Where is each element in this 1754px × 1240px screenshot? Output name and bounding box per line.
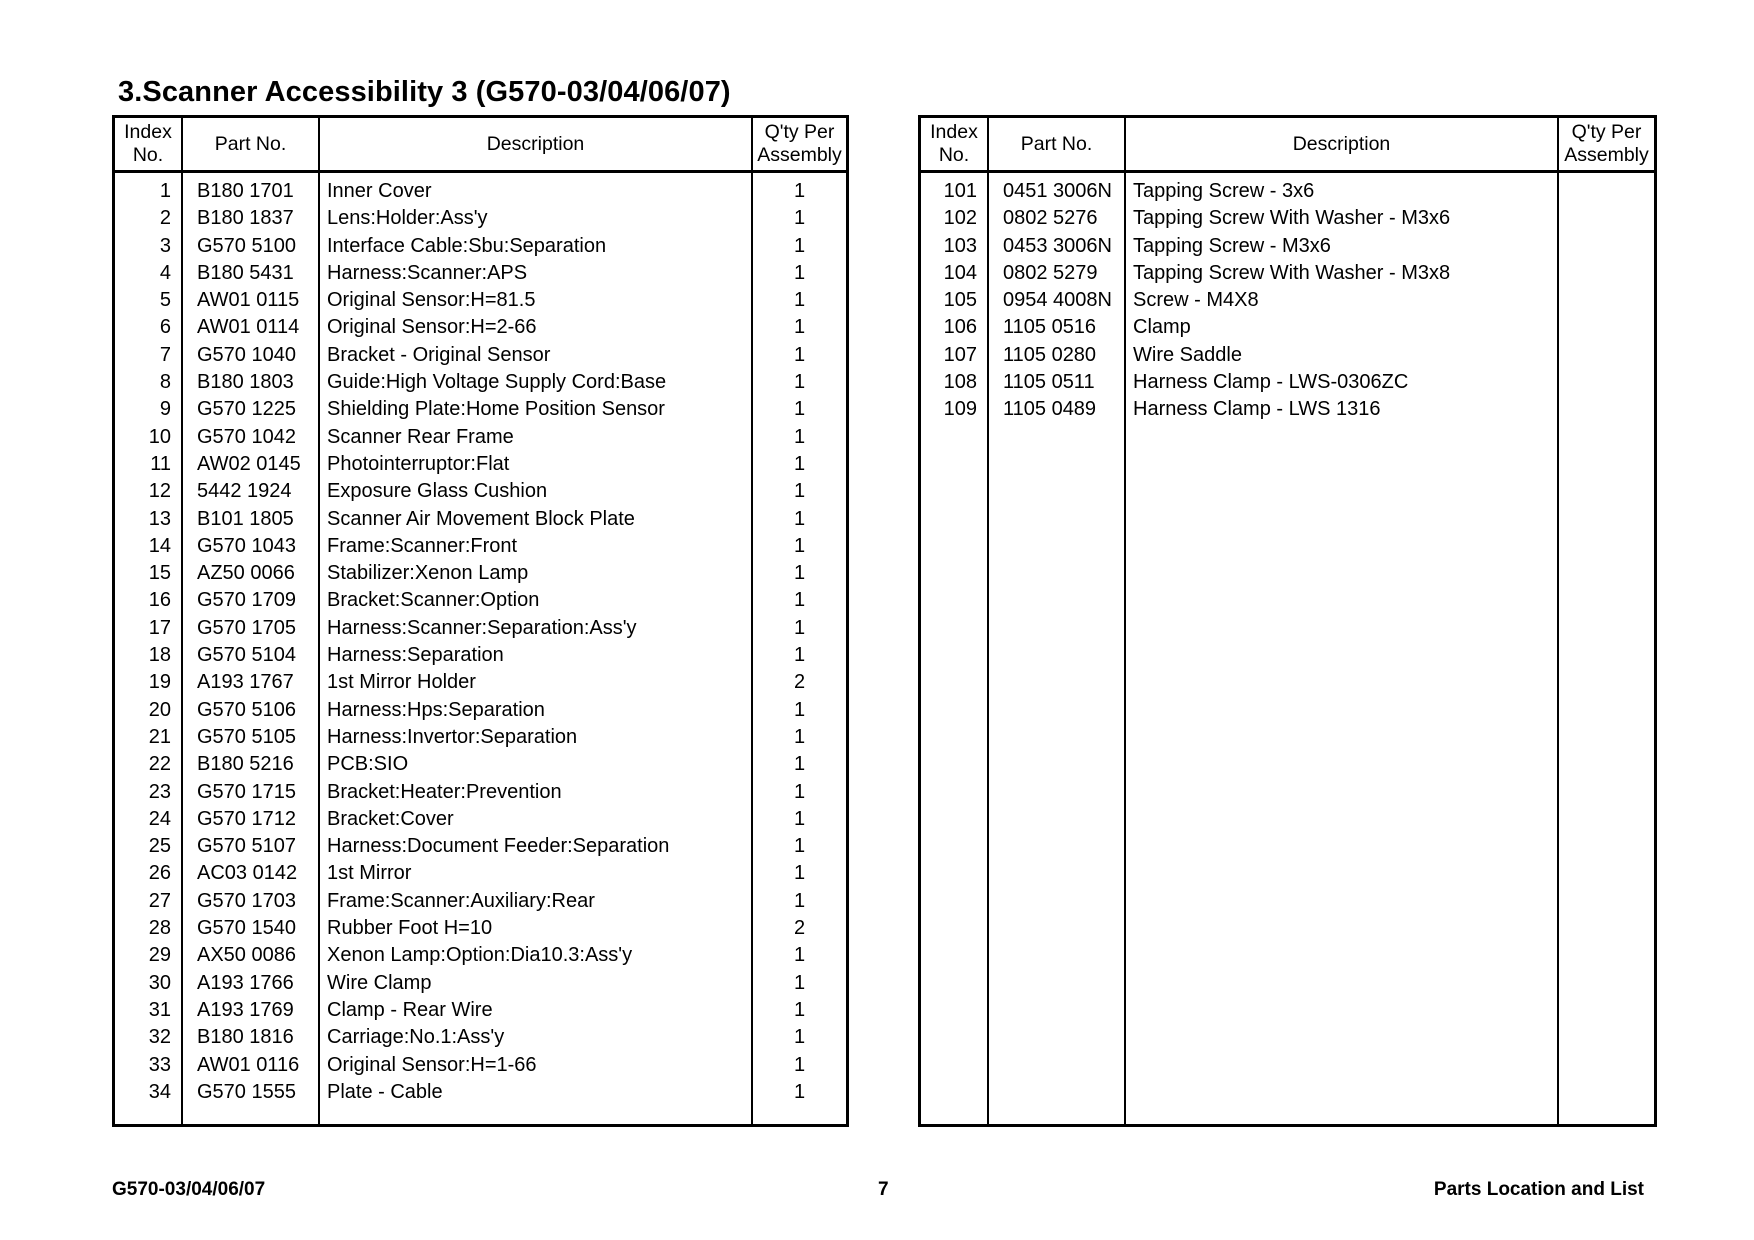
parts-table-right	[918, 115, 1657, 1127]
cell-description: Stabilizer:Xenon Lamp	[327, 562, 529, 585]
header-qty-line2: Assembly	[757, 144, 842, 166]
cell-description: Harness:Separation	[327, 644, 504, 667]
cell-index: 3	[159, 234, 171, 257]
cell-qty: 2	[793, 671, 806, 694]
cell-part-no: 0451 3006N	[1003, 180, 1112, 202]
cell-part-no: AC03 0142	[197, 862, 298, 885]
cell-index: 108	[943, 371, 977, 394]
cell-index: 12	[148, 480, 171, 503]
table-row	[921, 286, 1654, 313]
cell-qty: 1	[793, 1053, 806, 1076]
cell-qty: 1	[793, 889, 806, 912]
table-row	[115, 832, 846, 859]
cell-description: Tapping Screw With Washer - M3x8	[1133, 261, 1451, 284]
cell-part-no: 1105 0280	[1003, 343, 1097, 366]
cell-index: 34	[148, 1080, 171, 1103]
table-row	[115, 177, 846, 204]
cell-part-no: 1105 0516	[1003, 316, 1097, 339]
parts-table-left	[112, 115, 849, 1127]
header-index	[115, 118, 181, 170]
cell-index: 14	[148, 534, 171, 557]
cell-part-no: G570 1712	[197, 807, 296, 830]
table-row	[115, 969, 846, 996]
table-row	[115, 341, 846, 368]
table-row	[921, 232, 1654, 259]
cell-part-no: G570 1705	[197, 616, 296, 639]
cell-index: 5	[159, 289, 171, 312]
cell-description: Xenon Lamp:Option:Dia10.3:Ass'y	[327, 944, 633, 967]
cell-index: 11	[150, 452, 171, 475]
cell-description: Bracket:Heater:Prevention	[327, 780, 562, 803]
cell-index: 21	[148, 725, 171, 748]
table-row	[115, 1023, 846, 1050]
cell-part-no: G570 1040	[197, 343, 296, 366]
cell-part-no: G570 5107	[197, 835, 296, 858]
cell-part-no: 0954 4008N	[1003, 289, 1112, 312]
cell-part-no: 1105 0511	[1003, 371, 1095, 394]
table-row	[115, 477, 846, 504]
cell-part-no: G570 1540	[197, 917, 296, 940]
table-row	[115, 286, 846, 313]
cell-index: 27	[148, 889, 171, 912]
header-description: Description	[1292, 132, 1391, 155]
cell-index: 9	[159, 398, 171, 421]
cell-description: Bracket:Scanner:Option	[327, 589, 540, 612]
cell-description: Frame:Scanner:Front	[327, 534, 518, 557]
table-row	[115, 914, 846, 941]
cell-description: Tapping Screw - M3x6	[1133, 234, 1331, 257]
cell-index: 32	[148, 1026, 171, 1049]
header-description: Description	[486, 132, 585, 155]
cell-qty: 1	[793, 289, 806, 312]
cell-part-no: G570 1555	[197, 1080, 296, 1103]
cell-description: Guide:High Voltage Supply Cord:Base	[327, 371, 667, 394]
cell-part-no: B180 1803	[197, 371, 294, 394]
table-row	[115, 723, 846, 750]
table-row	[115, 204, 846, 231]
table-row	[115, 559, 846, 586]
cell-qty: 1	[793, 371, 806, 394]
cell-qty: 1	[793, 971, 806, 994]
cell-description: Scanner Rear Frame	[327, 425, 514, 448]
table-row	[115, 941, 846, 968]
cell-description: Harness:Document Feeder:Separation	[327, 835, 670, 858]
cell-description: Exposure Glass Cushion	[327, 480, 548, 503]
cell-part-no: B180 1816	[197, 1026, 294, 1049]
cell-part-no: A193 1769	[197, 998, 294, 1021]
cell-description: Wire Saddle	[1133, 343, 1242, 366]
cell-qty: 1	[793, 835, 806, 858]
cell-index: 109	[943, 398, 977, 421]
cell-index: 16	[148, 589, 171, 612]
table-row	[921, 368, 1654, 395]
table-row	[115, 614, 846, 641]
cell-index: 6	[159, 316, 171, 339]
header-part-no: Part No.	[1020, 132, 1093, 155]
cell-part-no: G570 1709	[197, 589, 296, 612]
cell-qty: 1	[793, 507, 806, 530]
cell-description: Rubber Foot H=10	[327, 917, 493, 940]
table-row	[115, 395, 846, 422]
cell-description: Scanner Air Movement Block Plate	[327, 507, 635, 530]
cell-index: 8	[159, 371, 171, 394]
cell-qty: 1	[793, 753, 806, 776]
footer-section: Parts Location and List	[1433, 1179, 1644, 1200]
cell-part-no: G570 1043	[197, 534, 296, 557]
parts-rows-right	[921, 173, 1654, 423]
cell-description: Carriage:No.1:Ass'y	[327, 1026, 505, 1049]
cell-description: Tapping Screw - 3x6	[1133, 180, 1315, 202]
cell-description: Harness:Scanner:APS	[327, 261, 528, 284]
cell-index: 10	[148, 425, 171, 448]
cell-part-no: B180 5431	[197, 261, 294, 284]
footer-model: G570-03/04/06/07	[112, 1179, 266, 1200]
cell-qty: 1	[793, 1080, 806, 1103]
table-row	[115, 750, 846, 777]
cell-index: 105	[943, 289, 977, 312]
cell-qty: 1	[793, 698, 806, 721]
cell-description: Interface Cable:Sbu:Separation	[327, 234, 607, 257]
table-row	[115, 368, 846, 395]
cell-index: 106	[943, 316, 977, 339]
cell-index: 30	[148, 971, 171, 994]
cell-description: Shielding Plate:Home Position Sensor	[327, 398, 665, 421]
cell-description: Lens:Holder:Ass'y	[327, 207, 488, 230]
cell-part-no: AW01 0115	[197, 289, 300, 312]
cell-qty: 1	[793, 316, 806, 339]
table-row	[115, 586, 846, 613]
cell-index: 103	[943, 234, 977, 257]
cell-qty: 1	[793, 725, 806, 748]
table-row	[115, 859, 846, 886]
table-row	[115, 641, 846, 668]
cell-qty: 1	[793, 998, 806, 1021]
cell-description: Clamp - Rear Wire	[327, 998, 493, 1021]
cell-index: 20	[148, 698, 171, 721]
footer-page-number: 7	[878, 1179, 889, 1200]
header-qty	[1559, 118, 1654, 170]
cell-description: Frame:Scanner:Auxiliary:Rear	[327, 889, 595, 912]
cell-part-no: B180 5216	[197, 753, 294, 776]
header-qty-line2: Assembly	[1564, 144, 1649, 166]
cell-part-no: 0802 5279	[1003, 261, 1098, 284]
cell-description: Photointerruptor:Flat	[327, 452, 510, 475]
cell-index: 13	[148, 507, 171, 530]
cell-qty: 1	[793, 589, 806, 612]
table-row	[921, 313, 1654, 340]
cell-part-no: AW02 0145	[197, 452, 301, 475]
cell-description: Harness:Hps:Separation	[327, 698, 545, 721]
cell-index: 1	[159, 180, 171, 202]
cell-part-no: 0802 5276	[1003, 207, 1098, 230]
cell-part-no: AX50 0086	[197, 944, 296, 967]
cell-description: Harness:Invertor:Separation	[327, 725, 578, 748]
cell-index: 15	[148, 562, 171, 585]
cell-part-no: AW01 0116	[197, 1053, 300, 1076]
cell-part-no: AZ50 0066	[197, 562, 295, 585]
table-row	[115, 668, 846, 695]
cell-description: Tapping Screw With Washer - M3x6	[1133, 207, 1451, 230]
cell-description: Wire Clamp	[327, 971, 432, 994]
table-row	[115, 1078, 846, 1105]
table-row	[115, 696, 846, 723]
header-qty-line1: Q'ty Per	[1571, 121, 1642, 143]
cell-description: Clamp	[1133, 316, 1191, 339]
cell-part-no: 0453 3006N	[1003, 234, 1112, 257]
cell-qty: 1	[793, 425, 806, 448]
cell-index: 31	[148, 998, 171, 1021]
cell-index: 104	[943, 261, 977, 284]
cell-description: Harness Clamp - LWS 1316	[1133, 398, 1381, 421]
cell-qty: 1	[793, 862, 806, 885]
table-row	[115, 805, 846, 832]
cell-qty: 1	[793, 534, 806, 557]
table-row	[115, 1051, 846, 1078]
cell-index: 25	[148, 835, 171, 858]
cell-part-no: G570 1715	[197, 780, 296, 803]
cell-part-no: 1105 0489	[1003, 398, 1097, 421]
cell-index: 23	[148, 780, 171, 803]
table-row	[115, 778, 846, 805]
cell-description: Harness Clamp - LWS-0306ZC	[1133, 371, 1409, 394]
cell-index: 24	[148, 807, 171, 830]
cell-part-no: G570 1225	[197, 398, 296, 421]
table-row	[921, 259, 1654, 286]
cell-description: Screw - M4X8	[1133, 289, 1259, 312]
table-row	[921, 341, 1654, 368]
table-row	[115, 259, 846, 286]
header-index-line2: No.	[132, 144, 164, 166]
cell-qty: 1	[793, 562, 806, 585]
cell-qty: 1	[793, 807, 806, 830]
cell-qty: 1	[793, 644, 806, 667]
table-row	[115, 232, 846, 259]
cell-index: 28	[148, 917, 171, 940]
cell-index: 4	[159, 261, 171, 284]
cell-description: Original Sensor:H=1-66	[327, 1053, 537, 1076]
cell-part-no: 5442 1924	[197, 480, 292, 503]
cell-qty: 1	[793, 180, 806, 202]
cell-qty: 1	[793, 616, 806, 639]
cell-qty: 1	[793, 261, 806, 284]
cell-part-no: B180 1701	[197, 180, 294, 202]
table-row	[115, 532, 846, 559]
cell-part-no: G570 5105	[197, 725, 296, 748]
cell-qty: 1	[793, 480, 806, 503]
cell-part-no: G570 5104	[197, 644, 296, 667]
header-index-line1: Index	[124, 121, 172, 143]
cell-description: PCB:SIO	[327, 753, 409, 776]
table-row	[921, 177, 1654, 204]
cell-index: 2	[159, 207, 171, 230]
cell-qty: 2	[793, 917, 806, 940]
table-row	[115, 313, 846, 340]
table-row	[115, 505, 846, 532]
cell-index: 17	[148, 616, 171, 639]
cell-part-no: B101 1805	[197, 507, 294, 530]
table-row	[115, 423, 846, 450]
table-row	[921, 395, 1654, 422]
cell-part-no: G570 5106	[197, 698, 296, 721]
cell-qty: 1	[793, 944, 806, 967]
header-part-no: Part No.	[214, 132, 287, 155]
cell-index: 102	[943, 207, 977, 230]
cell-index: 19	[148, 671, 171, 694]
cell-index: 26	[148, 862, 171, 885]
cell-part-no: G570 1703	[197, 889, 296, 912]
page-title: 3.Scanner Accessibility 3 (G570-03/04/06/07)	[118, 76, 731, 108]
header-index-line1: Index	[930, 121, 978, 143]
cell-qty: 1	[793, 234, 806, 257]
cell-qty: 1	[793, 207, 806, 230]
table-row	[115, 450, 846, 477]
header-qty-line1: Q'ty Per	[764, 121, 835, 143]
cell-description: Bracket - Original Sensor	[327, 343, 551, 366]
cell-description: Inner Cover	[327, 180, 432, 202]
cell-part-no: B180 1837	[197, 207, 294, 230]
cell-part-no: G570 5100	[197, 234, 296, 257]
parts-rows-left	[115, 173, 846, 1105]
cell-description: 1st Mirror Holder	[327, 671, 476, 694]
header-index	[921, 118, 987, 170]
cell-description: Plate - Cable	[327, 1080, 443, 1103]
table-row	[921, 204, 1654, 231]
cell-qty: 1	[793, 343, 806, 366]
cell-description: Original Sensor:H=2-66	[327, 316, 537, 339]
cell-index: 18	[148, 644, 171, 667]
cell-index: 7	[159, 343, 171, 366]
cell-index: 29	[148, 944, 171, 967]
cell-qty: 1	[793, 398, 806, 421]
table-row	[115, 996, 846, 1023]
cell-index: 107	[943, 343, 977, 366]
cell-description: 1st Mirror	[327, 862, 412, 885]
header-index-line2: No.	[938, 144, 970, 166]
cell-part-no: G570 1042	[197, 425, 296, 448]
cell-description: Original Sensor:H=81.5	[327, 289, 536, 312]
cell-index: 33	[148, 1053, 171, 1076]
cell-qty: 1	[793, 780, 806, 803]
cell-index: 101	[943, 180, 977, 202]
cell-description: Bracket:Cover	[327, 807, 454, 830]
cell-qty: 1	[793, 1026, 806, 1049]
cell-part-no: A193 1767	[197, 671, 294, 694]
header-qty	[753, 118, 846, 170]
cell-part-no: AW01 0114	[197, 316, 300, 339]
table-row	[115, 887, 846, 914]
cell-qty: 1	[793, 452, 806, 475]
cell-description: Harness:Scanner:Separation:Ass'y	[327, 616, 637, 639]
cell-index: 22	[148, 753, 171, 776]
cell-part-no: A193 1766	[197, 971, 294, 994]
